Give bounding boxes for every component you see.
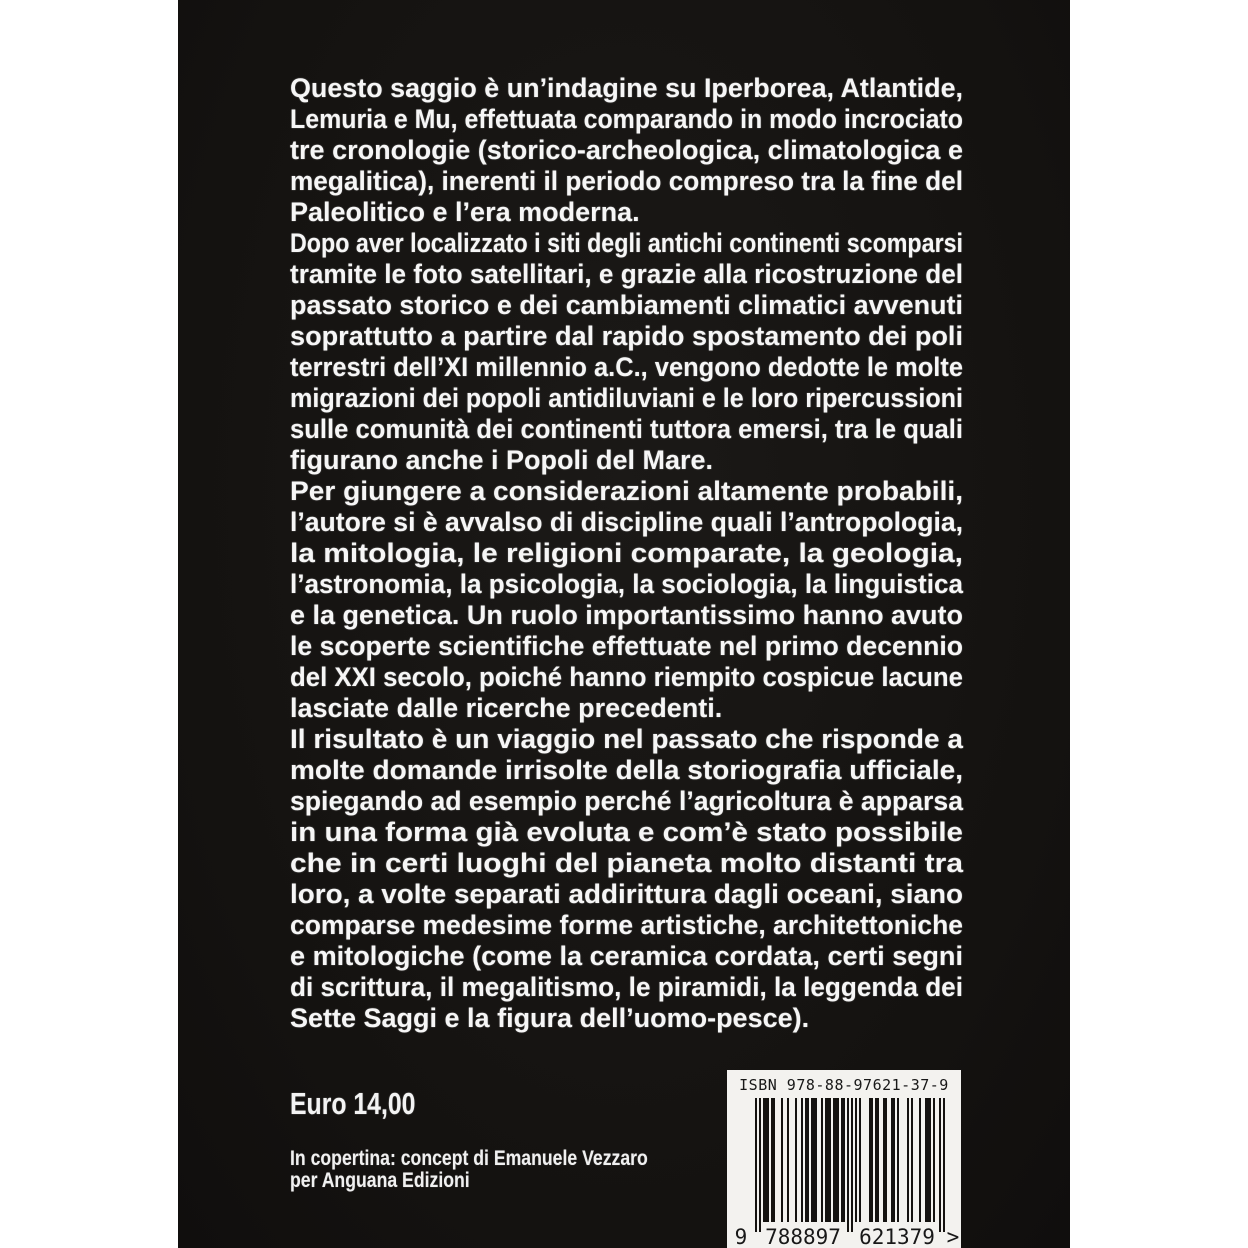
barcode-bar xyxy=(795,1098,797,1222)
barcode-bar xyxy=(859,1098,861,1222)
blurb-line: Paleolitico e l’era moderna. xyxy=(290,197,640,227)
ean-left-group: 788897 xyxy=(765,1225,841,1246)
barcode-bar xyxy=(911,1098,913,1222)
blurb-paragraph xyxy=(290,73,963,228)
blurb-text xyxy=(290,73,963,1034)
ean-first-digit: 9 xyxy=(734,1225,748,1246)
blurb-line: lasciate dalle ricerche precedenti. xyxy=(290,693,723,723)
blurb-line: e mitologiche (come la ceramica cordata, certi segni xyxy=(290,941,963,971)
blurb-line: molte domande irrisolte della storiografia ufficiale, xyxy=(290,755,963,785)
barcode-bar xyxy=(835,1098,837,1222)
barcode-bar xyxy=(755,1098,757,1232)
ean13-barcode xyxy=(727,1098,961,1246)
barcode-bar xyxy=(829,1098,831,1222)
barcode-bar xyxy=(847,1098,849,1232)
cover-credit-line: In copertina: concept di Emanuele Vezzaro xyxy=(290,1147,648,1170)
barcode-bar xyxy=(807,1098,809,1222)
barcode-bar xyxy=(897,1098,899,1222)
book-back-cover xyxy=(178,0,1070,1248)
barcode-bar xyxy=(929,1098,931,1222)
blurb-line: Sette Saggi e la figura dell’uomo-pesce). xyxy=(290,1003,810,1033)
barcode-bar xyxy=(759,1098,761,1232)
barcode-bar xyxy=(875,1098,877,1222)
blurb-line: tre cronologie (storico-archeologica, climatologica e xyxy=(290,135,963,165)
barcode-bar xyxy=(787,1098,789,1222)
barcode-bar xyxy=(871,1098,873,1222)
barcode-bar xyxy=(821,1098,823,1222)
ean-right-group: 621379 xyxy=(859,1225,935,1246)
isbn-number-label: ISBN 978-88-97621-37-9 xyxy=(739,1076,949,1094)
barcode-bar xyxy=(907,1098,909,1222)
blurb-line: e la genetica. Un ruolo importantissimo hanno avuto xyxy=(290,600,963,630)
blurb-line: Il risultato è un viaggio nel passato che risponde a xyxy=(290,724,963,754)
barcode-bar xyxy=(765,1098,767,1222)
barcode-bar xyxy=(893,1098,895,1222)
barcode-bar xyxy=(927,1098,929,1222)
cover-credit-line: per Anguana Edizioni xyxy=(290,1169,470,1192)
blurb-line: figurano anche i Popoli del Mare. xyxy=(290,445,714,475)
barcode-bar xyxy=(763,1098,765,1222)
blurb-line: le scoperte scientifiche effettuate nel primo decennio xyxy=(290,631,963,661)
blurb-line: spiegando ad esempio perché l’agricoltura è apparsa xyxy=(290,786,963,816)
blurb-line: soprattutto a partire dal rapido spostamento dei poli xyxy=(290,321,963,351)
blurb-line: Lemuria e Mu, effettuata comparando in modo incrociato xyxy=(290,104,963,134)
blurb-line: Dopo aver localizzato i siti degli antichi continenti scomparsi xyxy=(290,228,963,258)
barcode-bar xyxy=(813,1098,815,1222)
blurb-line: l’autore si è avvalso di discipline quali l’antropologia, xyxy=(290,507,963,537)
barcode-bar xyxy=(851,1098,853,1232)
blurb-line: di scrittura, il megalitismo, le piramidi, la leggenda dei xyxy=(290,972,963,1002)
barcode-bar xyxy=(883,1098,885,1222)
price-label: Euro 14,00 xyxy=(290,1086,416,1121)
blurb-line: Per giungere a considerazioni altamente probabili, xyxy=(290,476,964,506)
blurb-line: terrestri dell’XI millennio a.C., vengono dedotte le molte xyxy=(290,352,963,382)
barcode-bar xyxy=(767,1098,769,1222)
blurb-paragraph xyxy=(290,228,963,476)
blurb-line: tramite le foto satellitari, e grazie alla ricostruzione del xyxy=(290,259,963,289)
barcode-bar xyxy=(805,1098,807,1222)
barcode-bar xyxy=(825,1098,827,1222)
barcode-bar xyxy=(943,1098,945,1232)
barcode-bar xyxy=(855,1098,857,1222)
barcode-bar xyxy=(933,1098,935,1222)
barcode-bar xyxy=(843,1098,845,1222)
barcode-bar xyxy=(781,1098,783,1222)
blurb-line: migrazioni dei popoli antidiluviani e le loro ripercussioni xyxy=(290,383,963,413)
barcode-bar xyxy=(891,1098,893,1222)
blurb-paragraph xyxy=(290,476,963,724)
blurb-line: loro, a volte separati addirittura dagli oceani, siano xyxy=(290,879,963,909)
blurb-line: Questo saggio è un’indagine su Iperborea, Atlantide, xyxy=(290,73,963,103)
barcode-bar xyxy=(919,1098,921,1222)
barcode-bar xyxy=(885,1098,887,1222)
barcode-bar xyxy=(811,1098,813,1222)
barcode-bar xyxy=(801,1098,803,1222)
blurb-line: passato storico e dei cambiamenti climatici avvenuti xyxy=(290,290,963,320)
blurb-line: sulle comunità dei continenti tuttora emersi, tra le quali xyxy=(290,414,963,444)
blurb-line: del XXI secolo, poiché hanno riempito cospicue lacune xyxy=(290,662,963,692)
blurb-line: in una forma già evoluta e com’è stato possibile xyxy=(290,817,963,847)
barcode-bar xyxy=(837,1098,839,1222)
cover-credit xyxy=(290,1148,648,1192)
barcode-bar xyxy=(815,1098,817,1222)
isbn-barcode-panel xyxy=(727,1070,961,1248)
blurb-paragraph xyxy=(290,724,963,1034)
blurb-line: l’astronomia, la psicologia, la sociologia, la linguistica xyxy=(290,569,963,599)
barcode-bar xyxy=(877,1098,879,1222)
barcode-bar xyxy=(771,1098,773,1222)
barcode-bar xyxy=(773,1098,775,1222)
blurb-line: comparse medesime forme artistiche, architettoniche xyxy=(290,910,963,940)
barcode-bar xyxy=(841,1098,843,1222)
barcode-bar xyxy=(833,1098,835,1222)
barcode-bar xyxy=(869,1098,871,1222)
barcode-bar xyxy=(939,1098,941,1232)
blurb-line: la mitologia, le religioni comparate, la geologia, xyxy=(290,538,963,568)
barcode-bar xyxy=(827,1098,829,1222)
barcode-bar xyxy=(925,1098,927,1222)
blurb-line: che in certi luoghi del pianeta molto distanti tra xyxy=(290,848,963,878)
blurb-line: megalitica), inerenti il periodo compreso tra la fine del xyxy=(290,166,963,196)
ean-quiet-zone-mark: > xyxy=(946,1225,960,1246)
